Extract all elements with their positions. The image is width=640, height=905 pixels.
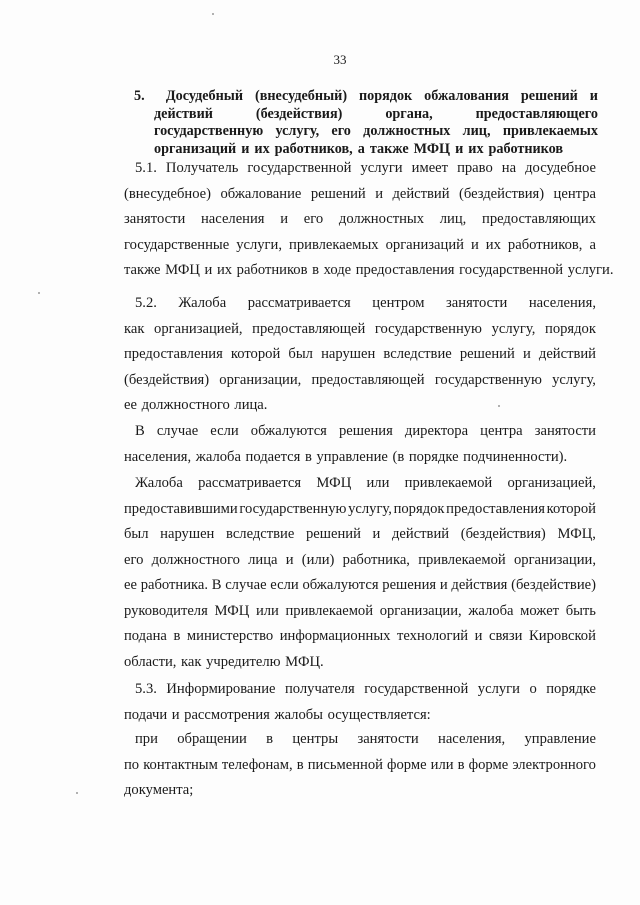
text-line (124, 573, 596, 599)
word: государственной (364, 681, 469, 697)
word: имеет (411, 160, 449, 176)
word: В (135, 423, 145, 439)
word: работников (236, 262, 308, 278)
word: или (255, 602, 279, 619)
word: рассмотрения (184, 706, 270, 723)
text-line (124, 522, 596, 548)
word: жалоба (195, 448, 241, 465)
word: и (171, 706, 180, 723)
heading-word: организаций (154, 140, 237, 157)
text-line (124, 753, 596, 779)
word: вследствие (383, 346, 452, 362)
word: или (366, 475, 390, 491)
word: их (485, 236, 501, 253)
section-heading (134, 88, 598, 158)
word: в (266, 731, 274, 747)
word: может (520, 602, 560, 619)
word: лица (248, 551, 278, 568)
word: был (124, 526, 149, 542)
word: действий (391, 526, 450, 542)
word: осуществляется: (327, 706, 431, 723)
word: услуги, (236, 236, 283, 253)
text-line (124, 207, 596, 233)
heading-word: и (241, 140, 250, 157)
word: работника. (140, 577, 208, 593)
word: если (210, 423, 239, 439)
word: государственную (239, 500, 347, 517)
paragraph-5-1 (124, 156, 614, 284)
word: государственную (374, 320, 482, 337)
word: случае (156, 423, 199, 439)
word: населения, (124, 448, 192, 465)
word: обращении (177, 731, 247, 747)
word: занятости (534, 423, 596, 439)
word: должностного (141, 397, 230, 413)
text-line (124, 471, 596, 497)
word: населения, (438, 731, 506, 747)
word: учредителю (206, 653, 281, 670)
word: и (372, 526, 381, 542)
text-line (124, 393, 596, 419)
word: и (204, 262, 213, 278)
word: решения (382, 577, 437, 593)
word: предоставления (355, 262, 455, 278)
word: должностного (151, 551, 240, 568)
word: получателя (284, 681, 355, 697)
word: (или) (301, 551, 335, 568)
word: лица. (234, 397, 268, 413)
word: организации, (379, 602, 462, 619)
word: и (470, 236, 479, 253)
document-body (124, 677, 596, 728)
word: ее (124, 577, 137, 593)
word: услуги (360, 160, 403, 176)
word: МФЦ. (285, 653, 324, 670)
heading-word: предоставляющего (475, 105, 598, 122)
word: руководителя (124, 602, 208, 619)
word: МФЦ (165, 262, 200, 278)
heading-word: Досудебный (165, 88, 244, 104)
heading-word: их (468, 140, 484, 157)
text-line (124, 342, 596, 368)
word: на (501, 160, 517, 176)
word: предоставления (446, 500, 545, 517)
text-line (124, 258, 614, 284)
word: если (270, 577, 299, 593)
word: организацией, (507, 475, 596, 491)
word: при (135, 731, 158, 747)
text-line (124, 727, 596, 753)
document-body (124, 291, 596, 419)
word: в (296, 756, 304, 773)
word: которой (230, 346, 281, 362)
word: подана (124, 628, 167, 644)
word: услугу, (348, 500, 392, 517)
text-line (124, 599, 596, 625)
word: занятости (446, 295, 508, 311)
word: В (211, 577, 222, 593)
document-body (124, 471, 596, 675)
word: организаций (385, 236, 464, 253)
word: Жалоба (135, 475, 183, 491)
word: в (173, 628, 181, 644)
word: центром (372, 295, 425, 311)
heading-word: их (254, 140, 270, 157)
word: государственные (124, 236, 230, 253)
word: также (124, 262, 161, 278)
word: области, (124, 653, 177, 670)
heading-word: и (455, 140, 464, 157)
word: государственной (459, 262, 564, 278)
heading-word: (бездействия) (255, 105, 343, 122)
word: и (285, 551, 294, 568)
word: подчиненности). (463, 448, 568, 465)
word: связи (489, 628, 523, 644)
heading-word: (внесудебный) (254, 88, 348, 104)
word: центры (292, 731, 339, 747)
word: нарушен (321, 346, 376, 362)
text-line (124, 703, 596, 729)
word: информационных (279, 628, 391, 644)
word: жалобы (274, 706, 323, 723)
word: (бездействия) (124, 371, 210, 388)
word: письменной (307, 756, 383, 773)
paragraph-mfc-appeal (124, 471, 596, 675)
heading-line (134, 106, 598, 124)
word: услуги. (567, 262, 614, 278)
word: и (474, 628, 483, 644)
word: обжалование (220, 185, 302, 202)
text-line (124, 650, 596, 676)
word: государственную (434, 371, 542, 388)
word: Кировской (529, 628, 596, 644)
text-line (124, 677, 596, 703)
word: форме (387, 756, 427, 773)
text-line (124, 419, 596, 445)
scan-speck (498, 405, 500, 407)
scan-speck (38, 292, 40, 294)
word: действия (451, 577, 508, 593)
word: Жалоба (178, 295, 227, 311)
heading-word: его (331, 123, 351, 139)
heading-word: а (357, 140, 365, 157)
word: предоставляющей (252, 320, 366, 337)
word: форме (468, 756, 509, 773)
word: и (439, 577, 448, 593)
word: привлекаемых (289, 236, 379, 253)
heading-word: привлекаемых (502, 123, 598, 139)
paragraph-director-appeal (124, 419, 596, 470)
word: МФЦ, (557, 526, 596, 542)
heading-line (134, 88, 598, 106)
heading-word: государственную (154, 123, 264, 139)
word: работников, (507, 236, 583, 253)
heading-word: также (369, 140, 409, 157)
text-line (124, 497, 596, 523)
word: по (124, 756, 140, 773)
word: порядке (546, 681, 596, 697)
word: МФЦ (214, 602, 250, 619)
word: услугу, (491, 320, 536, 337)
word: подается (245, 448, 301, 465)
word: министерство (186, 628, 274, 644)
word: привлекаемой (418, 551, 506, 568)
word: предоставляющих (482, 211, 596, 227)
word: рассматривается (198, 475, 302, 491)
word: электронного (512, 756, 596, 773)
word: организации, (219, 371, 302, 388)
word: его (303, 211, 324, 227)
word: (внесудебное) (124, 185, 212, 202)
heading-word: действий (154, 105, 213, 122)
word: и (522, 346, 531, 362)
paragraph-5-3 (124, 677, 596, 728)
word: контактным (143, 756, 218, 773)
word: жалоба (468, 602, 514, 619)
heading-word: органа, (385, 105, 433, 122)
text-line (124, 156, 596, 182)
document-body (124, 419, 596, 470)
word: и (375, 185, 384, 202)
word: действий (538, 346, 596, 362)
heading-word: должностных (363, 123, 451, 139)
word: о (529, 681, 537, 697)
word: привлекаемой (404, 475, 493, 491)
word: управление (316, 448, 388, 465)
word: населения (201, 211, 265, 227)
word: решений (459, 346, 515, 362)
heading-word: работников (488, 140, 564, 157)
text-line (124, 548, 596, 574)
word: действий (392, 185, 450, 202)
word: предоставившими (124, 500, 238, 517)
text-line (124, 291, 596, 317)
word: государственной (247, 160, 352, 176)
text-line (124, 233, 596, 259)
word: организацией, (154, 320, 243, 337)
word: его (124, 551, 144, 568)
word: ходе (323, 262, 352, 278)
word: организации, (513, 551, 596, 568)
paragraph-contact-methods (124, 727, 596, 804)
word: 5.2. (135, 295, 157, 311)
text-line (124, 445, 596, 471)
word: как (181, 653, 202, 670)
word: 5.1. (135, 160, 157, 176)
word: документа; (124, 782, 194, 798)
word: рассматривается (247, 295, 351, 311)
word: обжалуются (302, 577, 379, 593)
word: управление (524, 731, 596, 747)
word: их (216, 262, 233, 278)
word: решений (305, 526, 361, 542)
word: право (457, 160, 493, 176)
word: привлекаемой (285, 602, 374, 619)
word: МФЦ (316, 475, 352, 491)
paragraph-5-2 (124, 291, 596, 419)
word: порядке (408, 448, 459, 465)
word: населения, (528, 295, 596, 311)
word: в (312, 262, 319, 278)
word: а (589, 236, 596, 253)
word: центра (480, 423, 523, 439)
word: (бездействия) (459, 185, 545, 202)
word: 5.3. (135, 681, 157, 697)
text-line (124, 317, 596, 343)
word: (в (392, 448, 405, 465)
heading-word: работников, (274, 140, 353, 157)
word: Получатель (165, 160, 239, 176)
word: предоставляющей (311, 371, 425, 388)
word: порядок (393, 500, 445, 517)
word: должностных (338, 211, 425, 227)
word: (бездействия) (460, 526, 546, 542)
word: предоставления (124, 346, 223, 362)
word: работника, (342, 551, 410, 568)
heading-word: и (589, 88, 598, 104)
word: как (124, 320, 145, 337)
word: центра (553, 185, 596, 202)
heading-word: МФЦ (413, 140, 451, 157)
scan-speck (76, 792, 78, 794)
text-line (124, 368, 596, 394)
word: порядок (545, 320, 596, 337)
word: в (304, 448, 312, 465)
text-line (124, 182, 596, 208)
word: вследствие (226, 526, 295, 542)
word: ее (124, 397, 137, 413)
heading-word: порядок (358, 88, 413, 104)
word: нарушен (160, 526, 215, 542)
word: телефонам, (221, 756, 293, 773)
word: подачи (124, 706, 168, 723)
word: которой (546, 500, 596, 517)
heading-word: услугу, (275, 123, 320, 139)
word: технологий (397, 628, 469, 644)
heading-line (134, 123, 598, 141)
word: лиц, (439, 211, 467, 227)
word: занятости (124, 211, 186, 227)
heading-number: 5. (134, 88, 145, 104)
word: директора (404, 423, 469, 439)
word: Информирование (166, 681, 276, 697)
word: услуги (477, 681, 520, 697)
document-body (124, 156, 614, 284)
word: в (457, 756, 465, 773)
word: (бездействие) (511, 577, 596, 593)
heading-word: решений (520, 88, 578, 104)
word: решения (338, 423, 393, 439)
word: услугу, (552, 371, 596, 388)
word: и (280, 211, 289, 227)
word: случае (225, 577, 267, 593)
heading-word: лиц, (462, 123, 491, 139)
word: досудебное (525, 160, 596, 176)
text-line (124, 624, 596, 650)
word: обжалуются (250, 423, 327, 439)
text-line (124, 778, 596, 804)
scan-speck (212, 13, 214, 15)
word: занятости (357, 731, 419, 747)
word: решений (310, 185, 366, 202)
page-number: 33 (333, 52, 347, 67)
document-body (124, 727, 596, 804)
word: быть (565, 602, 596, 619)
word: был (288, 346, 313, 362)
heading-word: обжалования (424, 88, 509, 104)
word: или (430, 756, 454, 773)
